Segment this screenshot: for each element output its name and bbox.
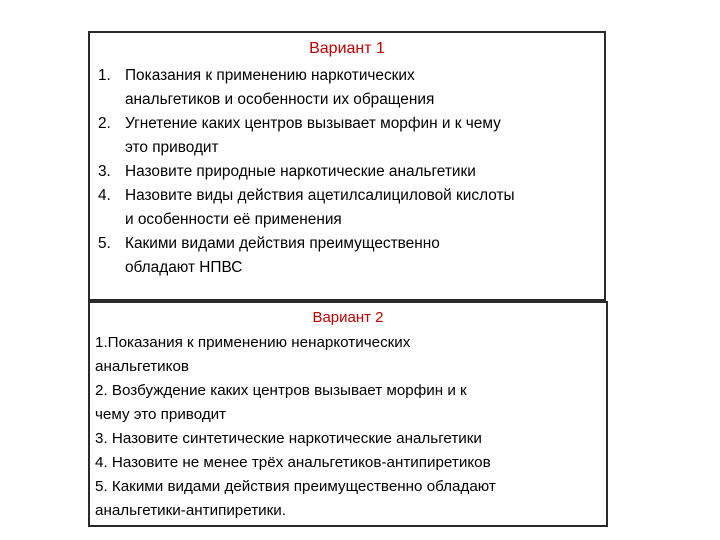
question-text-line: это приводит — [125, 139, 219, 156]
question-item — [98, 64, 515, 112]
question-item — [98, 184, 515, 232]
variant-1-card — [88, 31, 606, 301]
question-item — [98, 112, 515, 160]
question-number: 1. — [98, 67, 111, 84]
variant-2-question-list — [95, 331, 605, 523]
question-text-line: 5. Какими видами действия преимущественно обладают — [95, 478, 496, 495]
variant-1-question-list — [98, 64, 515, 280]
variant-2-title: Вариант 2 — [312, 309, 384, 326]
question-number: 2. — [98, 115, 111, 132]
question-text-line: 2. Возбуждение каких центров вызывает морфин и к — [95, 382, 467, 399]
question-number: 4. — [98, 187, 111, 204]
question-number: 5. — [98, 235, 111, 252]
question-item — [98, 232, 515, 280]
variant-1-title: Вариант 1 — [309, 40, 385, 57]
question-text-line: Назовите виды действия ацетилсалициловой кислоты — [125, 187, 515, 204]
question-text-line: Какими видами действия преимущественно — [125, 235, 440, 252]
question-text-line: 4. Назовите не менее трёх анальгетиков-антипиретиков — [95, 454, 491, 471]
question-text-line: Показания к применению наркотических — [125, 67, 415, 84]
question-text-line: 3. Назовите синтетические наркотические анальгетики — [95, 430, 482, 447]
question-text-line: анальгетики-антипиретики. — [95, 502, 286, 519]
question-text-line: 1.Показания к применению ненаркотических — [95, 334, 411, 351]
question-text-line: анальгетиков и особенности их обращения — [125, 91, 435, 108]
question-number: 3. — [98, 163, 111, 180]
question-item — [98, 160, 515, 184]
variant-2-card — [88, 301, 608, 527]
question-text-line: чему это приводит — [95, 406, 227, 423]
question-text-line: Угнетение каких центров вызывает морфин и к чему — [125, 115, 501, 132]
question-text-line: анальгетиков — [95, 358, 189, 375]
question-text-line: Назовите природные наркотические анальгетики — [125, 163, 476, 180]
question-text-line: обладают НПВС — [125, 259, 243, 276]
question-text-line: и особенности её применения — [125, 211, 342, 228]
